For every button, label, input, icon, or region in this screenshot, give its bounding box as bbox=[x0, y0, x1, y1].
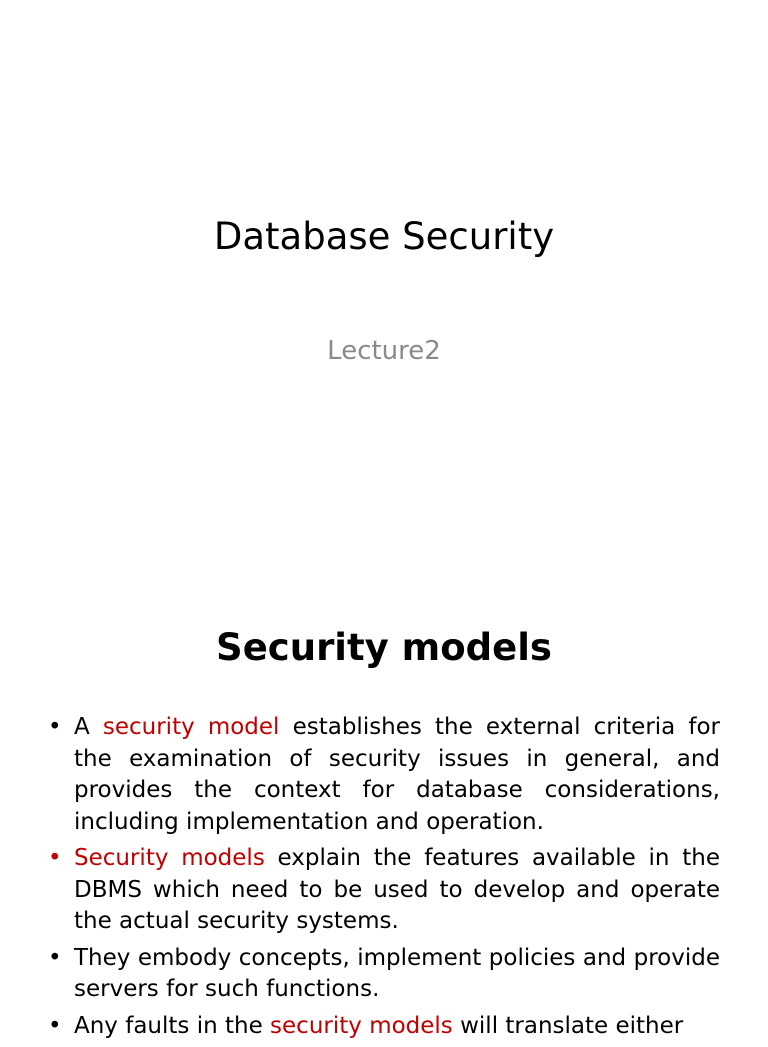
bullet-highlight: security model bbox=[102, 714, 280, 740]
bullet-text-post: explain the features available in the DBMS which need to be used to develop and operate the actual security systems. bbox=[74, 845, 720, 934]
bullet-text-pre: Any faults in the bbox=[74, 1012, 271, 1039]
bullet-item bbox=[48, 943, 720, 1006]
bullet-dot-icon: • bbox=[48, 845, 62, 871]
bullet-text-pre: A bbox=[74, 714, 103, 740]
bullet-item bbox=[48, 1011, 720, 1043]
slide-subtitle: Lecture2 bbox=[327, 336, 441, 366]
slide-title: Database Security bbox=[213, 215, 555, 258]
bullet-list bbox=[48, 712, 720, 1047]
bullet-highlight: security models bbox=[270, 1012, 453, 1039]
bullet-item bbox=[48, 843, 720, 938]
slide-heading: Security models bbox=[216, 626, 552, 669]
content-slide bbox=[0, 576, 768, 1039]
bullet-text-post: establishes the external criteria for the examination of security issues in general, and provides the context for database considerations, including implementation and operation. bbox=[74, 714, 721, 835]
bullet-text-post: will translate either bbox=[452, 1012, 684, 1039]
bullet-dot-icon: • bbox=[48, 944, 62, 971]
bullet-item bbox=[48, 712, 720, 838]
bullet-dot-icon: • bbox=[48, 714, 62, 740]
bullet-dot-icon: • bbox=[48, 1012, 62, 1039]
bullet-text-pre: They embody concepts, implement policies and provide servers for such functions. bbox=[74, 944, 720, 1002]
bullet-highlight: Security models bbox=[74, 845, 265, 871]
